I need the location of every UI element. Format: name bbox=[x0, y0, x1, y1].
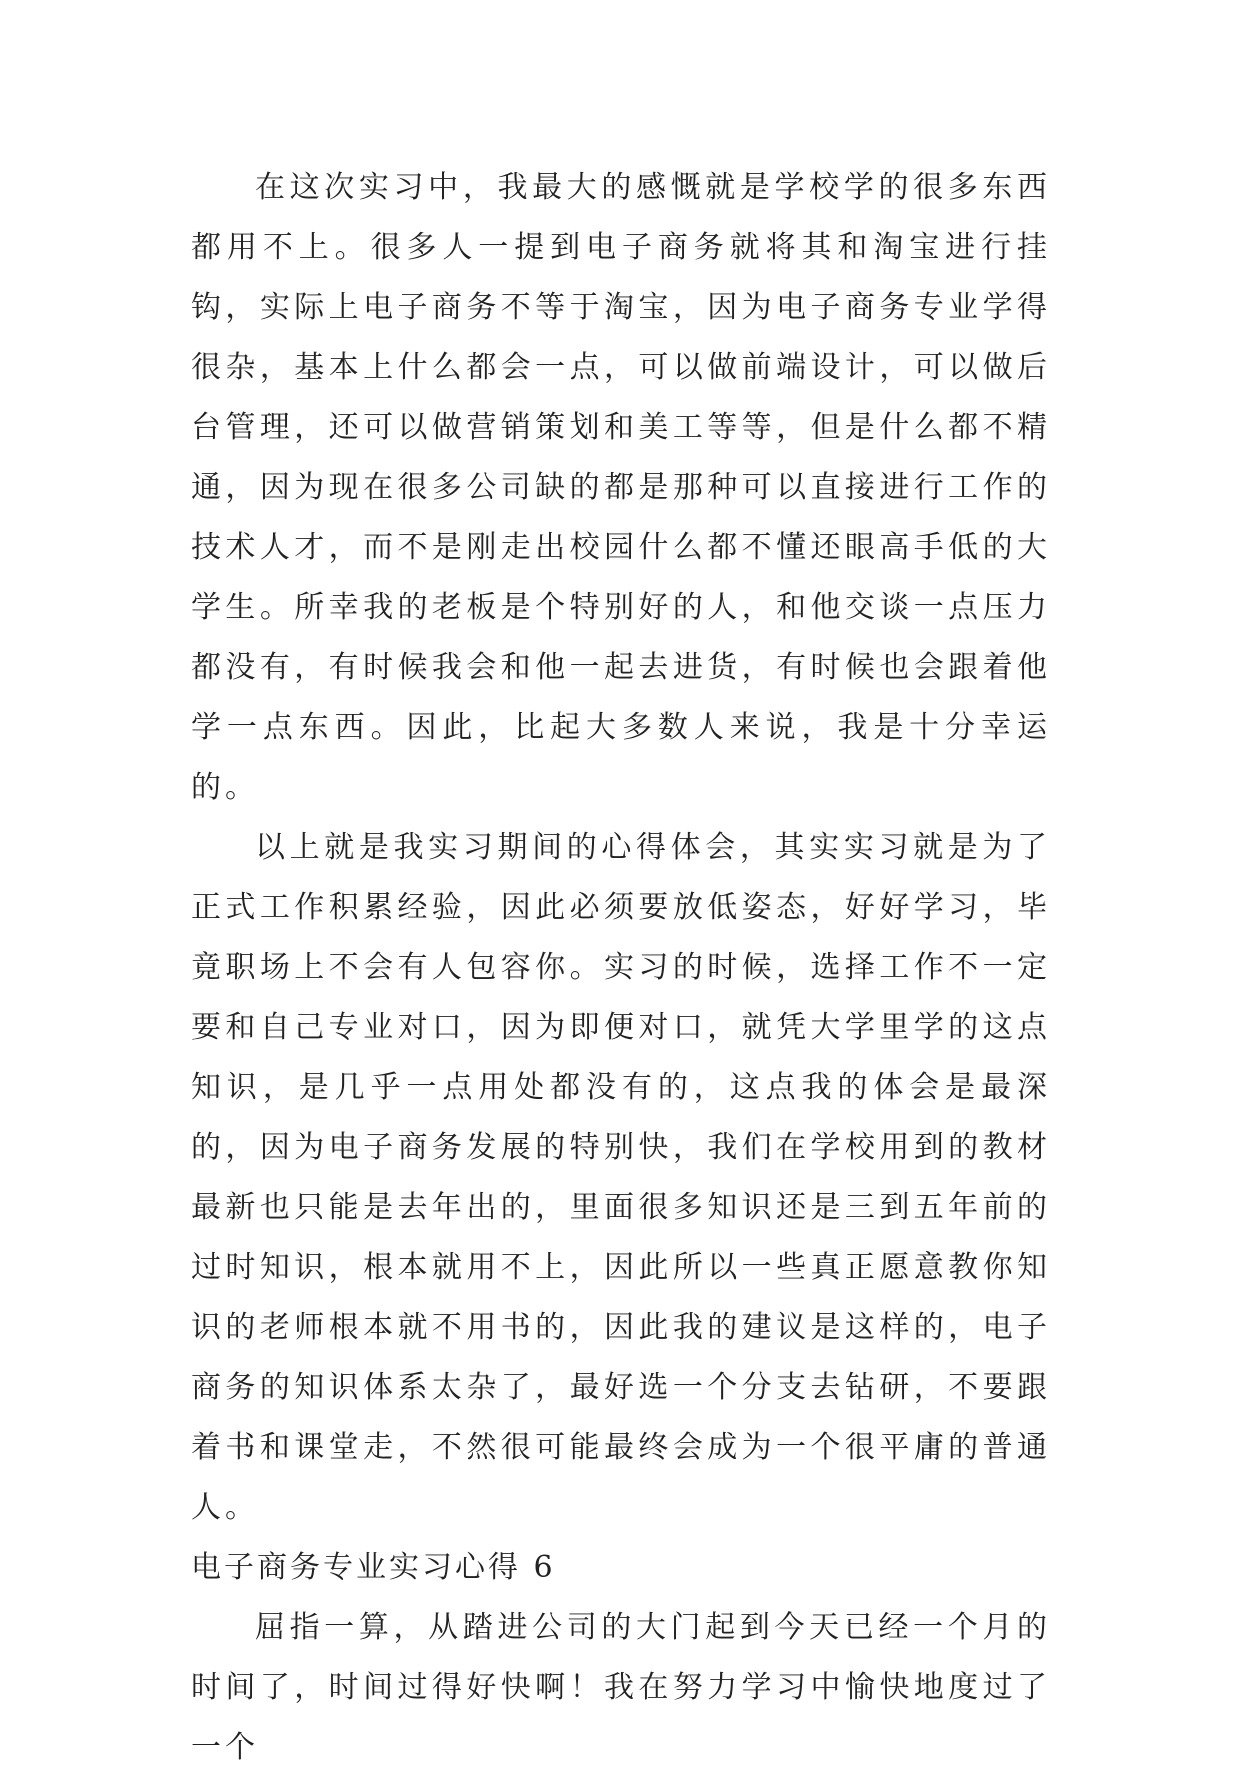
paragraph-section-6-opening: 屈指一算，从踏进公司的大门起到今天已经一个月的时间了，时间过得好快啊！我在努力学习中愉快地度过了一个 bbox=[191, 1610, 1051, 1765]
document-body bbox=[191, 158, 1051, 1778]
section-heading: 电子商务专业实习心得 6 bbox=[191, 1550, 556, 1585]
paragraph-internship-reflection: 在这次实习中，我最大的感慨就是学校学的很多东西都用不上。很多人一提到电子商务就将其和淘宝进行挂钩，实际上电子商务不等于淘宝，因为电子商务专业学得很杂，基本上什么都会一点，可以做前端设计，可以做后台管理，还可以做营销策划和美工等等，但是什么都不精通，因为现在很多公司缺的都是那种可以直接进行工作的技术人才，而不是刚走出校园什么都不懂还眼高手低的大学生。所幸我的老板是个特别好的人，和他交谈一点压力都没有，有时候我会和他一起去进货，有时候也会跟着他学一点东西。因此，比起大多数人来说，我是十分幸运的。 bbox=[191, 170, 1051, 805]
paragraph-experience-summary: 以上就是我实习期间的心得体会，其实实习就是为了正式工作积累经验，因此必须要放低姿态，好好学习，毕竟职场上不会有人包容你。实习的时候，选择工作不一定要和自己专业对口，因为即便对口，就凭大学里学的这点知识，是几乎一点用处都没有的，这点我的体会是最深的，因为电子商务发展的特别快，我们在学校用到的教材最新也只能是去年出的，里面很多知识还是三到五年前的过时知识，根本就用不上，因此所以一些真正愿意教你知识的老师根本就不用书的，因此我的建议是这样的，电子商务的知识体系太杂了，最好选一个分支去钻研，不要跟着书和课堂走，不然很可能最终会成为一个很平庸的普通人。 bbox=[191, 830, 1051, 1525]
